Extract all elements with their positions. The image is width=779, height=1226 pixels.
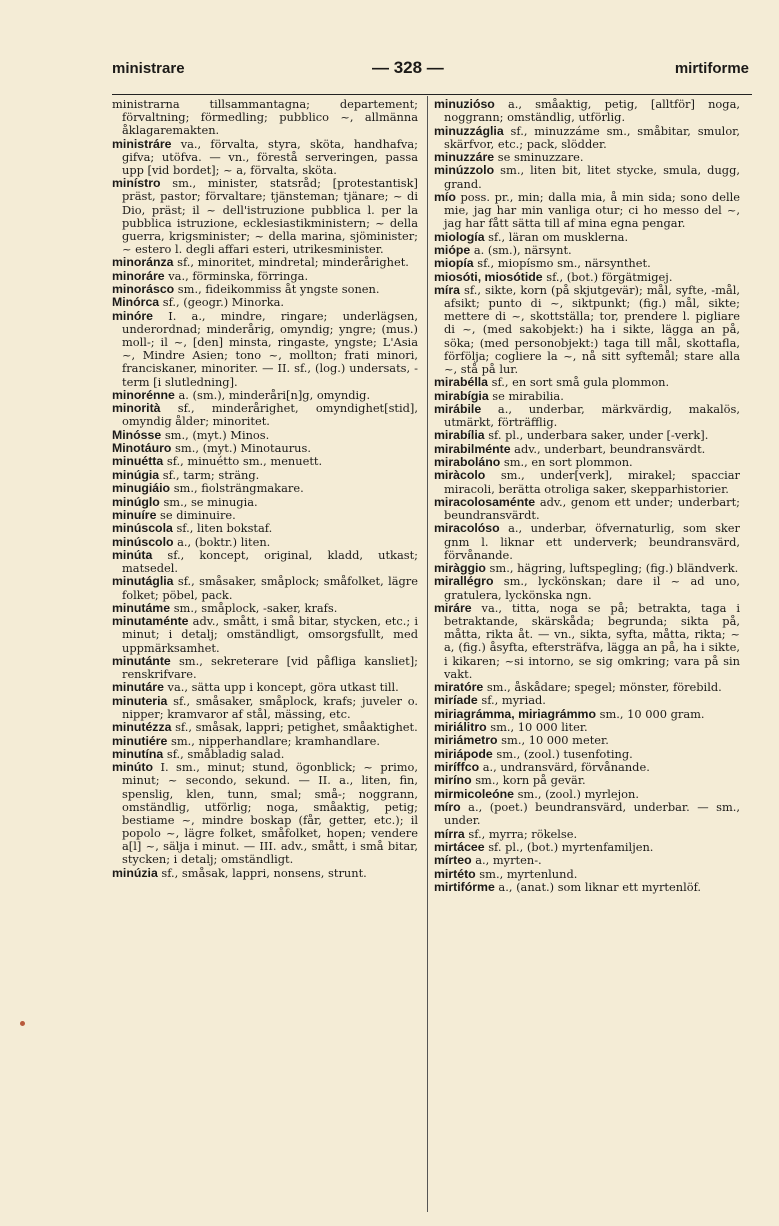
dictionary-entry — [112, 256, 418, 269]
dictionary-entry — [434, 522, 740, 561]
entry-definition: adv., underbart, beundransvärdt. — [510, 441, 706, 456]
dictionary-entry — [112, 867, 418, 880]
entry-definition: sf., småsaker, småplock; småfolket, lägre folket; pöbel, pack. — [122, 574, 418, 602]
dictionary-entry — [434, 164, 740, 190]
dictionary-entry — [112, 138, 418, 177]
entry-headword: Minotáuro — [112, 441, 172, 456]
entry-headword: minuzzáglia — [434, 123, 504, 138]
dictionary-entry — [434, 496, 740, 522]
dictionary-entry — [434, 443, 740, 456]
dictionary-entry — [434, 191, 740, 230]
entry-headword: miríade — [434, 693, 478, 708]
entry-headword: minuétta — [112, 454, 164, 469]
entry-headword: minutézza — [112, 720, 172, 735]
entry-definition: sf., myrra; rökelse. — [464, 826, 578, 841]
entry-headword: miracolosaménte — [434, 494, 536, 509]
entry-definition: sf., småsaker, småplock, krafs; juveler o. nipper; kramvaror af stål, mässing, etc. — [122, 693, 418, 721]
entry-definition: sm., korn på gevär. — [471, 773, 586, 788]
ink-mark — [20, 1021, 25, 1026]
entry-definition: sf., en sort små gula plommon. — [488, 375, 670, 390]
dictionary-entry — [434, 708, 740, 721]
entry-headword: minuzióso — [434, 97, 495, 111]
entry-definition: a. (sm.), minderåri[n]g, omyndig. — [174, 387, 371, 402]
dictionary-entry — [112, 482, 418, 495]
entry-headword: miríffco — [434, 760, 480, 775]
entry-definition: sm., 10 000 liter. — [486, 720, 588, 735]
entry-headword: mirábile — [434, 401, 482, 416]
right-guide-word: mirtiforme — [674, 60, 749, 77]
entry-definition: sm., (zool.) tusenfoting. — [492, 746, 633, 761]
dictionary-entry — [434, 562, 740, 575]
left-column — [112, 98, 418, 880]
right-column — [434, 98, 740, 894]
entry-definition: sm., sekreterare [vid påfliga kansliet]; renskrifvare. — [122, 653, 418, 682]
entry-headword: minuíre — [112, 507, 157, 522]
entry-definition: sf., småsak, lappri; petighet, småaktighet. — [171, 720, 418, 735]
entry-headword: miología — [434, 229, 485, 244]
entry-definition: sf., tarm; sträng. — [159, 467, 260, 482]
entry-definition: sm., fiolsträngmakare. — [170, 481, 304, 496]
entry-definition: sm., hägring, luftspegling; (fig.) bländverk. — [485, 561, 739, 576]
entry-headword: mírteo — [434, 853, 472, 868]
dictionary-entry — [434, 734, 740, 747]
entry-headword: Minórca — [112, 295, 160, 310]
dictionary-entry — [434, 284, 740, 376]
entry-definition: sf., (geogr.) Minorka. — [159, 295, 285, 310]
dictionary-entry — [112, 177, 418, 256]
dictionary-entry — [434, 125, 740, 151]
entry-headword: minugiáio — [112, 481, 171, 496]
entry-headword: mirmicoleóne — [434, 786, 514, 801]
dictionary-entry — [434, 828, 740, 841]
entry-headword: miópe — [434, 242, 471, 257]
entry-definition: a., underbar, öfvernaturlig, som sker gnm l. liknar ett underverk; beundransvärd, förvånande. — [444, 521, 740, 562]
entry-headword: minutáre — [112, 680, 164, 695]
entry-headword: miracolóso — [434, 521, 500, 536]
entry-definition: sm., fideikommiss åt yngste sonen. — [174, 282, 380, 297]
entry-headword: minutáglia — [112, 574, 174, 589]
entry-definition: sm., minister, statsråd; [protestantisk] präst, pastor; förvaltare; tjänsteman; tjänare; ~ di Dio, präst; il ~ dell'istruzione pubblica l. per la pubblica istruzione, ecklesiastikministern; ~ della guerra, krigsminister; ~ della marina, sjöminister; ~ estero l. degli affari esteri, utrikesminister. — [122, 176, 418, 257]
column-divider — [427, 96, 428, 1212]
entry-headword: minoráscо — [112, 282, 175, 297]
entry-headword: miríno — [434, 773, 472, 788]
entry-definition: sm., under[verk], mirakel; spacciar miracoli, berätta otroliga saker, skepparhistorier. — [444, 468, 740, 496]
entry-definition: adv., genom ett under; underbart; beundransvärdt. — [444, 494, 740, 523]
dictionary-entry — [434, 151, 740, 164]
entry-definition: sf., minderårighet, omyndighet[stid], omyndig ålder; minoritet. — [122, 401, 418, 429]
entry-definition: a., (anat.) som liknar ett myrtenlöf. — [494, 879, 702, 894]
dictionary-entry — [434, 469, 740, 495]
entry-definition: a., småaktig, petig, [alltför] noga, noggrann; omständlig, utförlig. — [444, 97, 740, 125]
dictionary-entry — [112, 761, 418, 866]
entry-headword: mirabilménte — [434, 441, 511, 456]
entry-definition: sf., minoritet, mindretal; minderårighet. — [173, 255, 409, 270]
dictionary-entry — [112, 735, 418, 748]
entry-definition: sf., miopísmo sm., närsynthet. — [473, 256, 651, 271]
entry-headword: minoráre — [112, 268, 165, 283]
entry-headword: miopía — [434, 256, 474, 271]
dictionary-entry — [112, 296, 418, 309]
entry-definition: sf., sikte, korn (på skjutgevär); mål, syfte, -mål, afsikt; punto di ~, siktpunkt; (fig.) mål, sikte; mettere di ~, skottställa; tor, prendere l. pigliare di ~, (med sakobjekt:) ha i sikte, lägga an på, söka; (med personobjekt:) taga till mål, skottafla, förfölja; cogliere la ~, nå sitt syftemål; stare alla ~, stå på lur. — [444, 282, 740, 376]
entry-headword: miriámetro — [434, 733, 498, 748]
dictionary-entry — [112, 522, 418, 535]
dictionary-entry — [434, 801, 740, 827]
entry-definition: se sminuzzare. — [494, 150, 584, 164]
entry-definition: se diminuire. — [156, 507, 236, 522]
dictionary-entry — [434, 244, 740, 257]
dictionary-entry — [434, 774, 740, 787]
dictionary-entry — [434, 788, 740, 801]
page-header — [112, 58, 749, 80]
entry-headword: minóre — [112, 308, 153, 323]
entry-headword: miriálitro — [434, 720, 487, 735]
dictionary-entry — [112, 310, 418, 389]
entry-definition: a., (boktr.) liten. — [173, 534, 271, 549]
dictionary-entry — [112, 721, 418, 734]
dictionary-entry — [434, 694, 740, 707]
entry-headword: miriagrámma, miriagrámmo — [434, 706, 596, 721]
header-rule — [112, 94, 752, 95]
entry-definition: sf. pl., underbara saker, under [-verk]. — [484, 428, 709, 443]
entry-definition: sm., nipperhandlare; kramhandlare. — [167, 733, 381, 748]
dictionary-entry — [434, 429, 740, 442]
entry-definition: sm., (myt.) Minotaurus. — [171, 441, 311, 456]
entry-headword: miràggio — [434, 561, 486, 576]
dictionary-entry — [434, 761, 740, 774]
left-guide-word: ministrare — [112, 60, 185, 77]
entry-definition: va., förminska, förringa. — [164, 268, 309, 283]
dictionary-entry — [112, 98, 418, 137]
entry-headword: minuzzáre — [434, 150, 495, 164]
entry-definition: sm., åskådare; spegel; mönster, förebild. — [483, 680, 722, 694]
entry-headword: minutaménte — [112, 614, 189, 629]
dictionary-entry — [112, 442, 418, 455]
entry-definition: a., underbar, märkvärdig, makalös, utmärkt, förträfflig. — [444, 401, 740, 429]
dictionary-entry — [112, 681, 418, 694]
entry-headword: mírra — [434, 826, 465, 841]
entry-definition: va., förvalta, styra, sköta, handhafva; gifva; utöfva. — vn., förestå serveringen, passa upp [vid bordet]; ~ a, förvalta, sköta. — [122, 136, 418, 177]
dictionary-entry — [434, 575, 740, 601]
entry-headword: minúglo — [112, 494, 160, 509]
entry-definition: va., sätta upp i koncept, göra utkast till. — [163, 680, 399, 695]
entry-headword: minúta — [112, 547, 153, 562]
entry-definition: sm., småplock, -saker, krafs. — [170, 600, 338, 615]
entry-definition: sm., en sort plommon. — [500, 455, 633, 470]
dictionary-entry — [434, 257, 740, 270]
entry-headword: minúto — [112, 760, 153, 775]
entry-definition: sm., liten bit, litet stycke, smula, dugg, grand. — [444, 163, 740, 191]
entry-headword: minúzia — [112, 865, 158, 880]
entry-headword: mirtéto — [434, 866, 476, 881]
entry-definition: sf., småbladig salad. — [163, 746, 285, 761]
dictionary-entry — [434, 602, 740, 681]
entry-headword: minorénne — [112, 387, 175, 402]
entry-definition: sf., koncept, original, kladd, utkast; matsedel. — [122, 547, 418, 576]
entry-headword: minuteria — [112, 693, 168, 708]
entry-definition: a., (poet.) beundransvärd, underbar. — sm., under. — [444, 800, 740, 828]
entry-definition: a., undransvärd, förvånande. — [479, 760, 650, 775]
entry-definition: a. (sm.), närsynt. — [470, 242, 572, 257]
entry-headword: minúscola — [112, 521, 173, 536]
dictionary-entry — [112, 496, 418, 509]
entry-definition: sm., se minugia. — [159, 494, 258, 509]
entry-headword: mirallégro — [434, 574, 494, 589]
dictionary-entry — [112, 389, 418, 402]
page-number: — 328 — — [372, 58, 444, 77]
entry-headword: minutáme — [112, 600, 171, 615]
entry-definition: adv., smått, i små bitar, stycken, etc.; i minut; i detalj; omständligt, omsorgsfullt, med uppmärksamhet. — [122, 614, 418, 655]
entry-headword: minutánte — [112, 653, 171, 668]
entry-definition: poss. pr., min; dalla mia, å min sida; sono delle mie, jag har min vanliga otur; ci ho messo del ~, jag har fått sätta till af mina egna pengar. — [444, 189, 740, 231]
entry-definition: sf., liten bokstaf. — [172, 521, 273, 536]
entry-headword: míra — [434, 282, 460, 297]
entry-headword: minístro — [112, 176, 161, 191]
dictionary-entry — [434, 456, 740, 469]
entry-definition: va., titta, noga se på; betrakta, taga i betraktande, skärskåda; begrunda; sikta på, måtta, rikta åt. — vn., sikta, syfta, måtta, rikta; ~ a, (fig.) åsyfta, eftersträfva, lägga an på, ha i sikte, i kikaren; ~si intorno, se sig omkring; vara på sin vakt. — [444, 600, 740, 681]
entry-definition: sf., minuétto sm., menuett. — [163, 454, 323, 469]
dictionary-entry — [434, 748, 740, 761]
entry-headword: miràcolo — [434, 468, 486, 483]
entry-headword: minutiére — [112, 733, 168, 748]
dictionary-entry — [112, 270, 418, 283]
entry-headword: minorità — [112, 401, 161, 416]
entry-definition: se mirabilia. — [488, 388, 564, 403]
dictionary-entry — [434, 681, 740, 694]
dictionary-entry — [112, 402, 418, 428]
entry-headword: minúscolo — [112, 534, 174, 549]
entry-headword: minúgia — [112, 467, 160, 482]
entry-headword: mirabígia — [434, 388, 489, 403]
entry-headword: mirabília — [434, 428, 485, 443]
entry-headword: minúzzolo — [434, 163, 495, 178]
entry-definition: sf., minuzzáme sm., småbitar, smulor, skärfvor, etc.; pack, slödder. — [444, 123, 740, 151]
dictionary-entry — [434, 881, 740, 894]
dictionary-entry — [434, 841, 740, 854]
dictionary-entry — [434, 390, 740, 403]
entry-headword: miosóti, miosótide — [434, 269, 543, 284]
dictionary-entry — [112, 283, 418, 296]
entry-definition: sf., småsak, lappri, nonsens, strunt. — [157, 865, 367, 880]
entry-definition: sm., 10 000 meter. — [497, 733, 609, 748]
dictionary-entry — [434, 403, 740, 429]
dictionary-entry — [434, 721, 740, 734]
entry-definition: sm., 10 000 gram. — [595, 706, 705, 721]
entry-headword: míro — [434, 800, 461, 815]
entry-definition: sf., myriad. — [477, 693, 546, 708]
entry-definition: sf., läran om musklerna. — [484, 229, 629, 244]
entry-headword: mirtácee — [434, 839, 485, 854]
entry-headword: mirtifórme — [434, 879, 495, 894]
entry-definition: sm., lyckönskan; dare il ~ ad uno, gratulera, lyckönska ngn. — [444, 574, 740, 602]
dictionary-entry — [112, 655, 418, 681]
dictionary-entry — [434, 376, 740, 389]
entry-headword: miráre — [434, 600, 472, 615]
entry-headword: miraboláno — [434, 455, 501, 470]
entry-definition: a., myrten-. — [471, 853, 542, 868]
entry-definition: sf., (bot.) förgätmigej. — [542, 269, 673, 284]
dictionary-entry — [434, 271, 740, 284]
dictionary-entry — [112, 615, 418, 654]
entry-definition: sm., (zool.) myrlejon. — [513, 786, 639, 801]
entry-definition: ministrarna tillsammantagna; departement; förvaltning; förmedling; pubblico ~, allmänna åklagaremakten. — [112, 97, 418, 138]
dictionary-entry — [434, 231, 740, 244]
dictionary-entry — [112, 602, 418, 615]
entry-headword: Minósse — [112, 427, 162, 442]
entry-headword: mirabélla — [434, 375, 488, 390]
entry-definition: I. sm., minut; stund, ögonblick; ~ primo, minut; ~ secondo, sekund. — II. a., liten, fin, spenslig, klen, tunn, smal; små-; noggrann, omständlig, utförlig; noga, småaktig, petig; bestiame ~, mindre boskap (får, getter, etc.); il popolo ~, lägre folket, småfolket, hopen; vendere a[l] ~, sälja i minut. — III. adv., smått, i små bitar, stycken; i detalj; omständligt. — [122, 760, 418, 867]
entry-headword: mío — [434, 189, 456, 204]
dictionary-entry — [112, 536, 418, 549]
dictionary-entry — [434, 98, 740, 124]
dictionary-entry — [112, 748, 418, 761]
dictionary-entry — [112, 695, 418, 721]
dictionary-entry — [112, 509, 418, 522]
entry-headword: miriápode — [434, 746, 493, 761]
dictionary-entry — [434, 868, 740, 881]
dictionary-entry — [112, 469, 418, 482]
dictionary-entry — [112, 455, 418, 468]
entry-headword: ministráre — [112, 136, 172, 151]
entry-headword: minutína — [112, 746, 164, 761]
entry-definition: sf. pl., (bot.) myrtenfamiljen. — [484, 839, 654, 854]
dictionary-entry — [112, 429, 418, 442]
dictionary-entry — [112, 575, 418, 601]
entry-headword: miratóre — [434, 680, 484, 694]
entry-headword: minoránza — [112, 255, 174, 270]
dictionary-entry — [112, 549, 418, 575]
entry-definition: sm., (myt.) Minos. — [161, 427, 270, 442]
entry-definition: sm., myrtenlund. — [475, 866, 578, 881]
dictionary-entry — [434, 854, 740, 867]
entry-definition: I. a., mindre, ringare; underlägsen, underordnad; minderårig, omyndig; yngre; (mus.) moll-; il ~, [den] minsta, ringaste, yngste; L'Asia ~, Mindre Asien; tono ~, mollton; frati minori, franciskaner, minoriter. — II. sf., (log.) undersats, -term [i slutledning]. — [122, 308, 418, 389]
